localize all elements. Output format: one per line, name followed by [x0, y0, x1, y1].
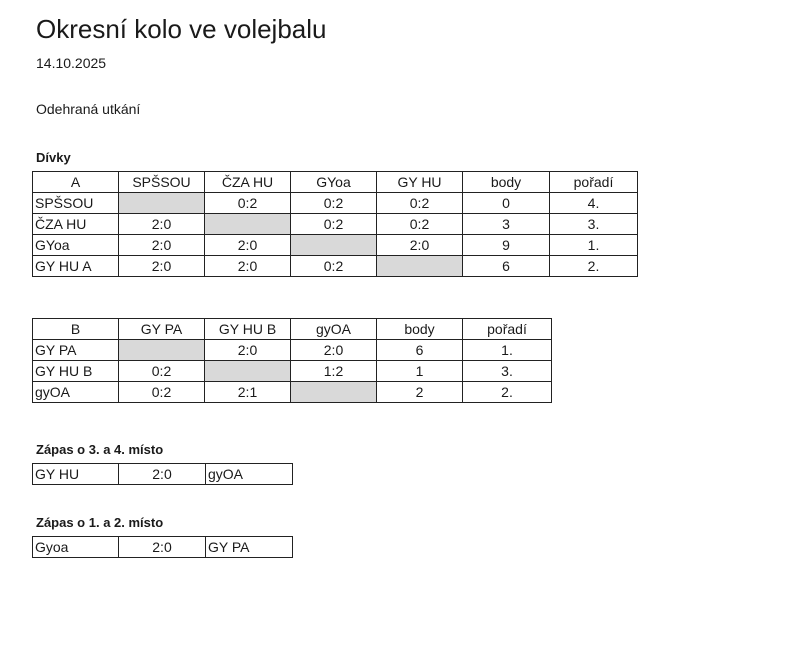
points-cell: 2	[377, 382, 463, 403]
table-header-row	[33, 319, 552, 340]
table-row	[33, 256, 638, 277]
table-row	[33, 193, 638, 214]
header-cell: ČZA HU	[205, 172, 291, 193]
header-cell: gyOA	[291, 319, 377, 340]
self-match-cell	[291, 382, 377, 403]
score-cell: 0:2	[291, 214, 377, 235]
score-cell: 2:0	[205, 256, 291, 277]
header-cell: GY HU	[377, 172, 463, 193]
score-cell: 2:0	[377, 235, 463, 256]
score-cell: 0:2	[291, 193, 377, 214]
girls-label: Dívky	[36, 150, 71, 165]
points-cell: 6	[377, 340, 463, 361]
rank-cell: 3.	[463, 361, 552, 382]
team-name-cell: GY PA	[33, 340, 119, 361]
score-cell: 0:2	[119, 382, 205, 403]
self-match-cell	[119, 340, 205, 361]
self-match-cell	[205, 214, 291, 235]
self-match-cell	[205, 361, 291, 382]
points-cell: 0	[463, 193, 550, 214]
points-cell: 1	[377, 361, 463, 382]
rank-cell: 1.	[463, 340, 552, 361]
score-cell: 2:0	[205, 235, 291, 256]
score-cell: 2:0	[119, 464, 206, 485]
match-1-2-table	[32, 536, 293, 558]
header-cell: body	[463, 172, 550, 193]
table-row	[33, 235, 638, 256]
team-name-cell: ČZA HU	[33, 214, 119, 235]
team-name-cell: GYoa	[33, 235, 119, 256]
score-cell: 0:2	[291, 256, 377, 277]
team-name-cell: gyOA	[33, 382, 119, 403]
score-cell: 2:0	[119, 214, 205, 235]
header-cell: A	[33, 172, 119, 193]
points-cell: 9	[463, 235, 550, 256]
match-3-4-label: Zápas o 3. a 4. místo	[36, 442, 164, 457]
team-name-cell: gyOA	[206, 464, 293, 485]
header-cell: GY HU B	[205, 319, 291, 340]
rank-cell: 2.	[463, 382, 552, 403]
header-cell: body	[377, 319, 463, 340]
self-match-cell	[291, 235, 377, 256]
event-date: 14.10.2025	[36, 55, 107, 71]
team-name-cell: GY HU	[33, 464, 119, 485]
section-subtitle: Odehraná utkání	[36, 101, 141, 117]
table-header-row	[33, 172, 638, 193]
score-cell: 0:2	[377, 193, 463, 214]
points-cell: 6	[463, 256, 550, 277]
points-cell: 3	[463, 214, 550, 235]
score-cell: 1:2	[291, 361, 377, 382]
rank-cell: 4.	[550, 193, 638, 214]
table-row	[33, 464, 293, 485]
team-name-cell: Gyoa	[33, 537, 119, 558]
table-row	[33, 340, 552, 361]
group-a-table	[32, 171, 638, 277]
score-cell: 2:0	[119, 537, 206, 558]
header-cell: B	[33, 319, 119, 340]
score-cell: 0:2	[377, 214, 463, 235]
header-cell: pořadí	[550, 172, 638, 193]
team-name-cell: SPŠSOU	[33, 193, 119, 214]
header-cell: GY PA	[119, 319, 205, 340]
self-match-cell	[119, 193, 205, 214]
rank-cell: 2.	[550, 256, 638, 277]
rank-cell: 3.	[550, 214, 638, 235]
table-row	[33, 537, 293, 558]
score-cell: 2:0	[119, 256, 205, 277]
group-b-table	[32, 318, 552, 403]
self-match-cell	[377, 256, 463, 277]
header-cell: GYoa	[291, 172, 377, 193]
score-cell: 0:2	[119, 361, 205, 382]
header-cell: pořadí	[463, 319, 552, 340]
score-cell: 0:2	[205, 193, 291, 214]
rank-cell: 1.	[550, 235, 638, 256]
match-3-4-table	[32, 463, 293, 485]
team-name-cell: GY PA	[206, 537, 293, 558]
table-row	[33, 214, 638, 235]
header-cell: SPŠSOU	[119, 172, 205, 193]
team-name-cell: GY HU A	[33, 256, 119, 277]
table-row	[33, 361, 552, 382]
page-title: Okresní kolo ve volejbalu	[36, 14, 327, 44]
match-1-2-label: Zápas o 1. a 2. místo	[36, 515, 164, 530]
team-name-cell: GY HU B	[33, 361, 119, 382]
score-cell: 2:0	[119, 235, 205, 256]
table-row	[33, 382, 552, 403]
score-cell: 2:0	[291, 340, 377, 361]
score-cell: 2:1	[205, 382, 291, 403]
score-cell: 2:0	[205, 340, 291, 361]
